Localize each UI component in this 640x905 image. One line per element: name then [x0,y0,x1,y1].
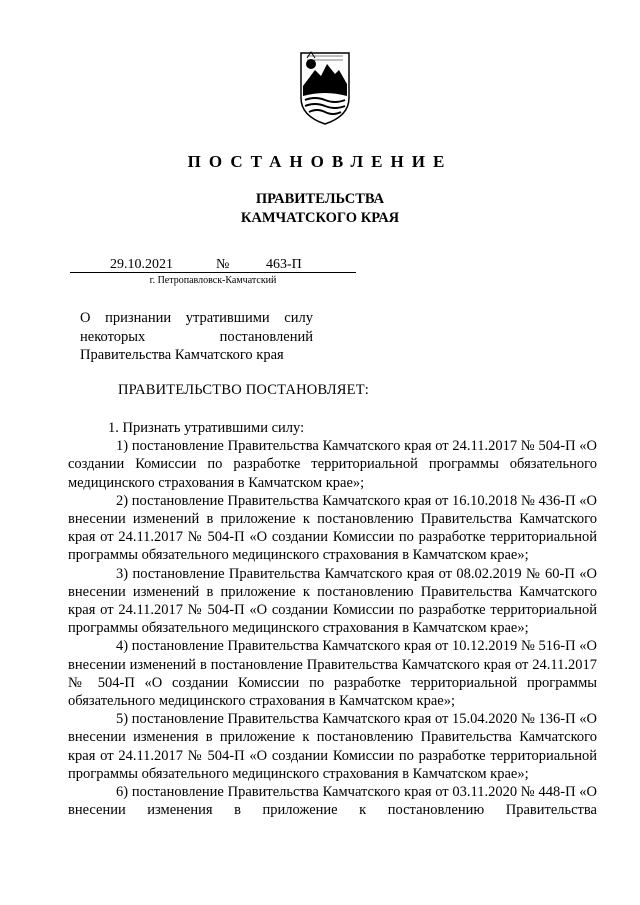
kamchatka-coat-of-arms-icon [297,50,353,126]
document-subject [80,309,313,365]
paragraph-1: 1. Признать утратившими силу: [108,420,305,436]
subject-line-2: некоторых постановлений [80,328,313,345]
list-item-5: 5) постановление Правительства Камчатского края от 15.04.2020 № 136-П «О внесении изменения в приложение к постановлению Правительства Камчатского края от 24.11.2017 № 504-П «О создании Комиссии по разработке территориальной программы обязательного медицинского страхования в Камчатском крае»; [68,711,597,782]
issuing-authority [0,190,640,228]
document-number: 463-П [266,257,302,272]
list-item-2: 2) постановление Правительства Камчатского края от 16.10.2018 № 436-П «О внесении изменений в приложение к постановлению Правительства Камчатского края от 24.11.2017 № 504-П «О создании Комиссии по разработке территориальной программы обязательного медицинского страхования в Камчатском крае»; [68,492,597,564]
authority-line-1: ПРАВИТЕЛЬСТВА [255,191,385,207]
number-sign: № [216,257,230,272]
list-item-6: 6) постановление Правительства Камчатского края от 03.11.2020 № 448-П «О внесении изменения в приложение к постановлению Правительства [68,784,597,819]
list-item-1: 1) постановление Правительства Камчатского края от 24.11.2017 № 504-П «О создании Комиссии по разработке территориальной программы обязательного медицинского страхования в Камчатском крае»; [68,438,597,491]
resolution-heading: ПРАВИТЕЛЬСТВО ПОСТАНОВЛЯЕТ: [118,382,370,398]
document-type-title: ПОСТАНОВЛЕНИЕ [187,152,453,171]
list-item-4: 4) постановление Правительства Камчатского края от 10.12.2019 № 516-П «О внесении изменений в постановление Правительства Камчатского края от 24.11.2017 № 504-П «О создании Комиссии по разработке территориальной программы обязательного медицинского страхования в Камчатском крае»; [68,638,597,710]
authority-line-2: КАМЧАТСКОГО КРАЯ [240,210,400,226]
issuing-city: г. Петропавловск-Камчатский [149,275,277,286]
document-body [68,419,597,819]
date-number-underline [70,272,356,273]
subject-line-1: О признании утратившими силу [80,310,313,326]
list-item-3: 3) постановление Правительства Камчатского края от 08.02.2019 № 60-П «О внесении изменений в приложение к постановлению Правительства Камчатского края от 24.11.2017 № 504-П «О создании Комиссии по разработке территориальной программы обязательного медицинского страхования в Камчатском крае»; [68,565,597,637]
subject-line-3: Правительства Камчатского края [80,347,284,363]
document-date: 29.10.2021 [110,257,173,272]
